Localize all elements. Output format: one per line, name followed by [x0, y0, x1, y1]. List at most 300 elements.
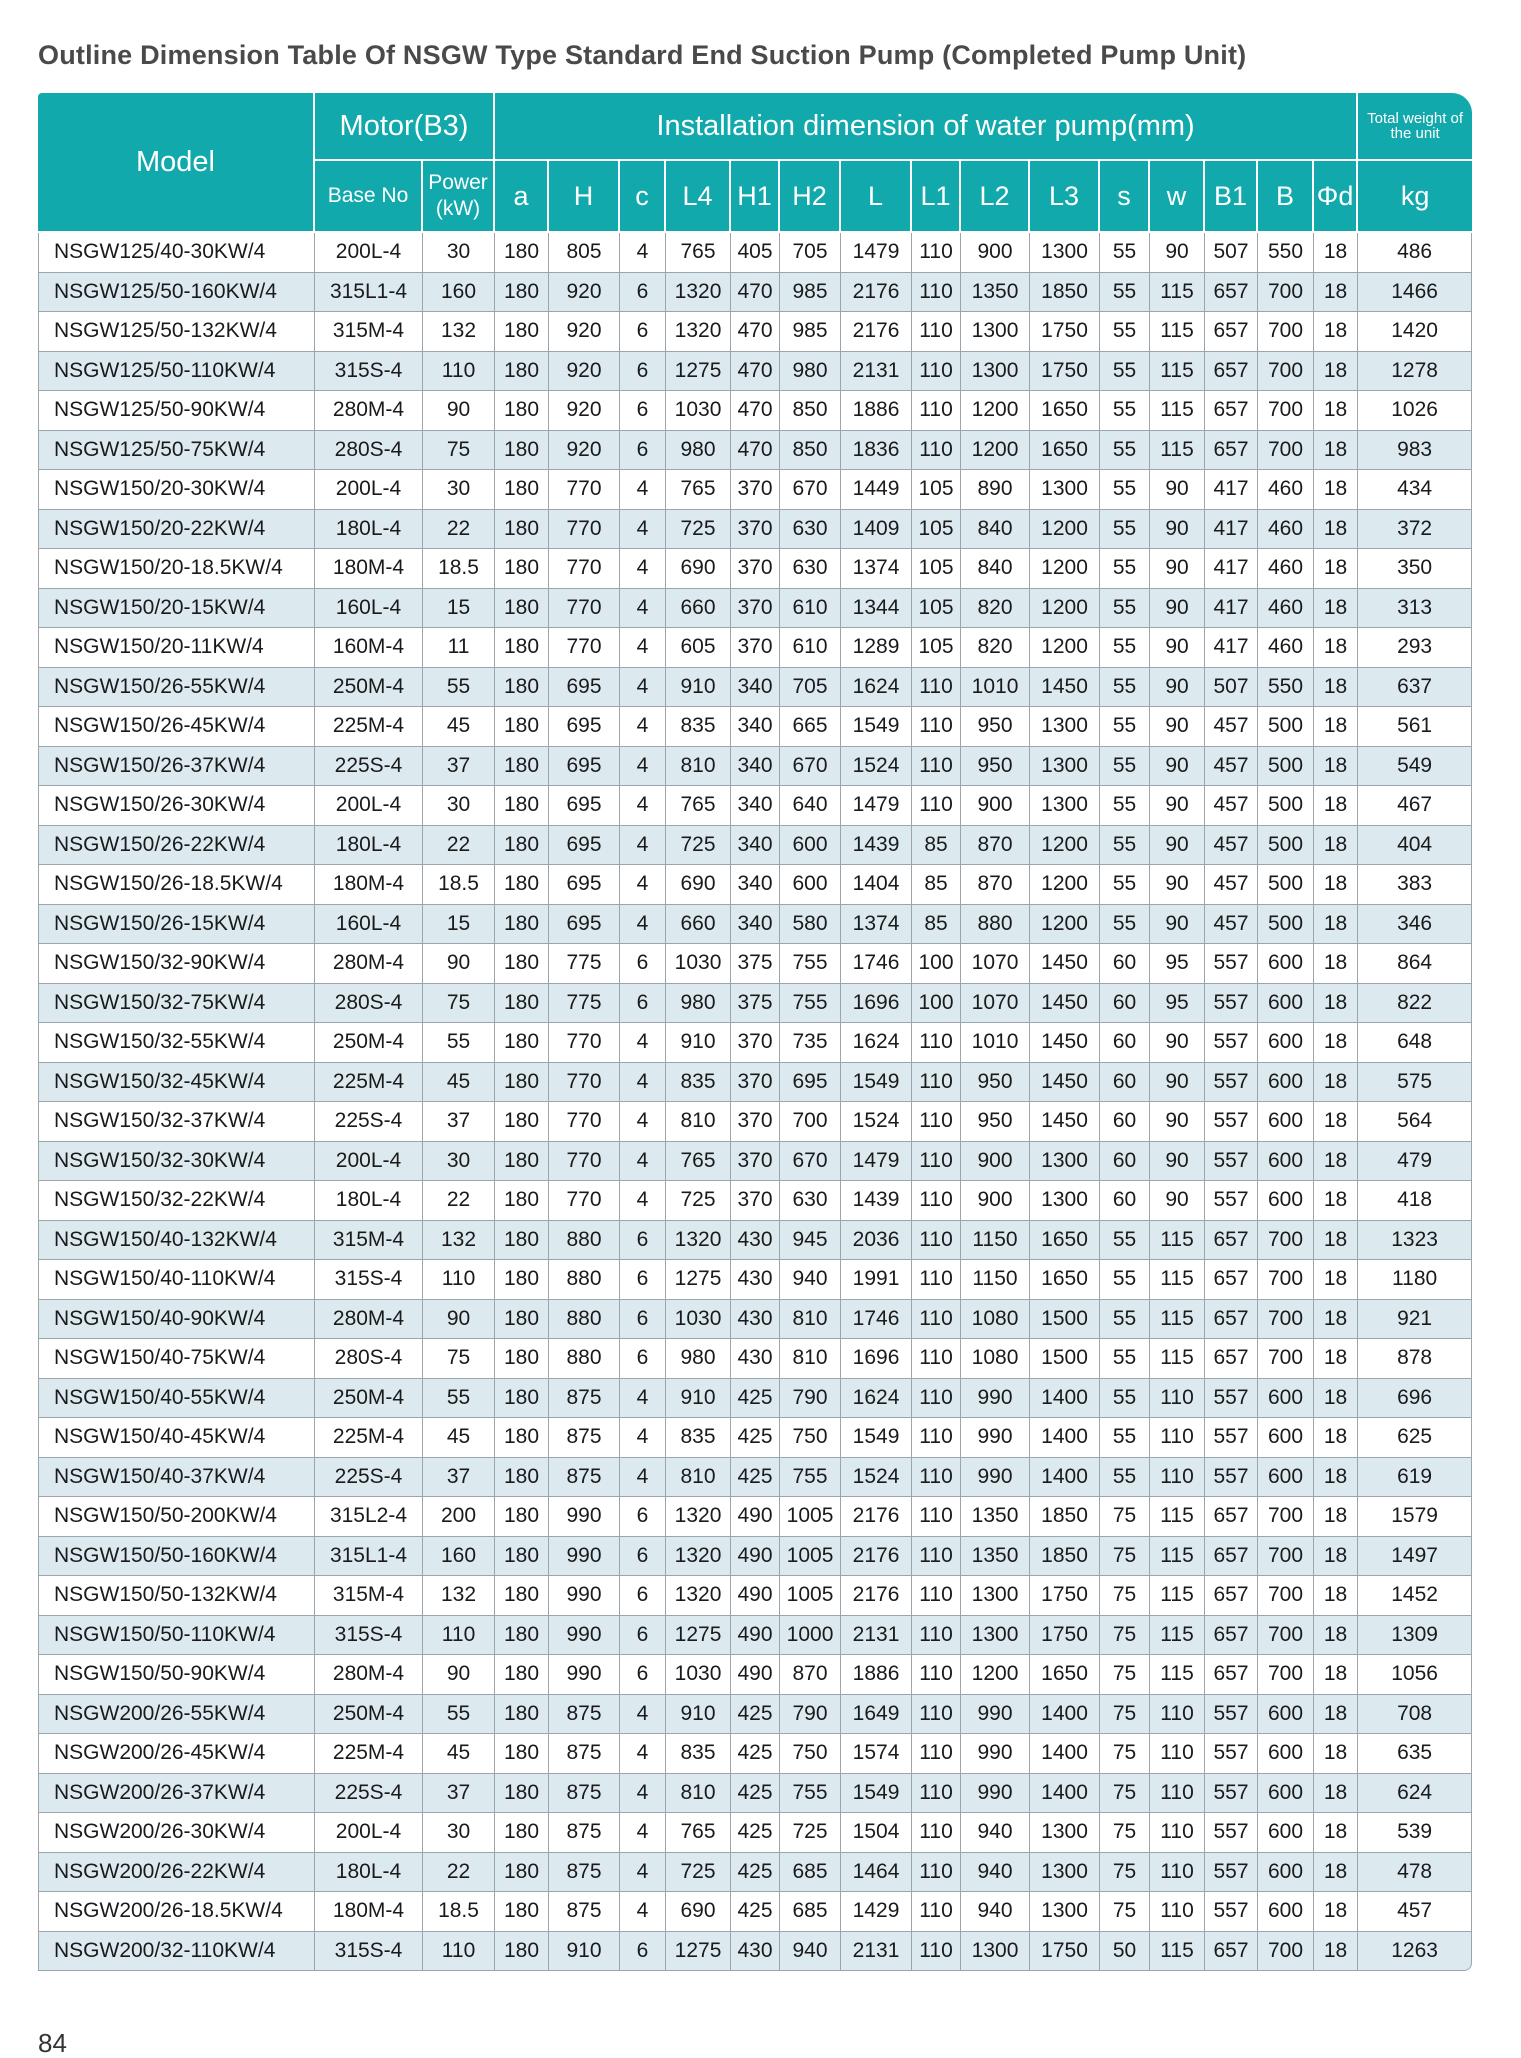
table-row — [38, 984, 1472, 1024]
cell-base-no: 160M-4 — [315, 628, 423, 668]
table-row — [38, 944, 1472, 984]
cell-model: NSGW150/40-37KW/4 — [38, 1458, 315, 1498]
cell-h1: 375 — [731, 984, 780, 1024]
cell-a: 180 — [495, 510, 549, 550]
cell-l3: 1300 — [1030, 1853, 1100, 1893]
cell-c: 6 — [620, 1576, 666, 1616]
cell-l2: 900 — [961, 1142, 1030, 1182]
cell-c: 4 — [620, 589, 666, 629]
cell-a: 180 — [495, 905, 549, 945]
cell-base-no: 315M-4 — [315, 1576, 423, 1616]
cell-power: 55 — [423, 1023, 495, 1063]
cell-l3: 1200 — [1030, 549, 1100, 589]
cell-l3: 1200 — [1030, 510, 1100, 550]
cell-c: 6 — [620, 1300, 666, 1340]
cell-h1: 340 — [731, 865, 780, 905]
cell-b: 700 — [1258, 1339, 1314, 1379]
cell-c: 4 — [620, 470, 666, 510]
cell-b1: 557 — [1205, 1695, 1258, 1735]
cell-l: 2176 — [841, 312, 912, 352]
page-number: 84 — [38, 2028, 67, 2058]
cell-s: 60 — [1100, 984, 1150, 1024]
cell-phi-d: 18 — [1314, 1537, 1358, 1577]
cell-weight: 1263 — [1358, 1932, 1472, 1972]
cell-h1: 430 — [731, 1221, 780, 1261]
cell-s: 60 — [1100, 1063, 1150, 1103]
cell-h1: 425 — [731, 1813, 780, 1853]
cell-weight: 1180 — [1358, 1260, 1472, 1300]
cell-h1: 375 — [731, 944, 780, 984]
cell-weight: 561 — [1358, 707, 1472, 747]
header-l4: L4 — [666, 161, 731, 233]
cell-h1: 490 — [731, 1576, 780, 1616]
cell-l3: 1300 — [1030, 747, 1100, 787]
cell-phi-d: 18 — [1314, 1181, 1358, 1221]
cell-weight: 624 — [1358, 1774, 1472, 1814]
cell-l4: 690 — [666, 865, 731, 905]
cell-l: 2176 — [841, 1576, 912, 1616]
cell-b: 500 — [1258, 786, 1314, 826]
cell-a: 180 — [495, 233, 549, 273]
cell-h: 920 — [549, 273, 620, 313]
cell-l2: 940 — [961, 1892, 1030, 1932]
cell-h2: 735 — [780, 1023, 841, 1063]
cell-l3: 1300 — [1030, 786, 1100, 826]
cell-b1: 557 — [1205, 944, 1258, 984]
cell-l4: 835 — [666, 1734, 731, 1774]
header-phi-d: Φd — [1314, 161, 1358, 233]
cell-h2: 610 — [780, 589, 841, 629]
table-row — [38, 352, 1472, 392]
cell-weight: 457 — [1358, 1892, 1472, 1932]
cell-h: 875 — [549, 1458, 620, 1498]
cell-weight: 708 — [1358, 1695, 1472, 1735]
cell-base-no: 225M-4 — [315, 1418, 423, 1458]
page-title: Outline Dimension Table Of NSGW Type Standard End Suction Pump (Completed Pump Unit) — [38, 40, 1247, 70]
cell-a: 180 — [495, 1813, 549, 1853]
cell-l1: 110 — [912, 1300, 961, 1340]
cell-l: 1289 — [841, 628, 912, 668]
cell-a: 180 — [495, 352, 549, 392]
cell-h: 875 — [549, 1418, 620, 1458]
cell-base-no: 200L-4 — [315, 1813, 423, 1853]
cell-l: 2036 — [841, 1221, 912, 1261]
cell-power: 18.5 — [423, 1892, 495, 1932]
cell-power: 132 — [423, 312, 495, 352]
cell-l4: 910 — [666, 1695, 731, 1735]
cell-weight: 479 — [1358, 1142, 1472, 1182]
cell-s: 55 — [1100, 1260, 1150, 1300]
cell-l1: 110 — [912, 786, 961, 826]
cell-base-no: 225M-4 — [315, 1734, 423, 1774]
cell-w: 115 — [1150, 1221, 1205, 1261]
cell-l2: 1300 — [961, 1932, 1030, 1972]
cell-h1: 470 — [731, 391, 780, 431]
cell-phi-d: 18 — [1314, 431, 1358, 471]
cell-l4: 980 — [666, 1339, 731, 1379]
cell-base-no: 315S-4 — [315, 1616, 423, 1656]
cell-l: 1439 — [841, 1181, 912, 1221]
cell-l3: 1650 — [1030, 1260, 1100, 1300]
header-total-weight: Total weight of the unit — [1358, 93, 1472, 161]
cell-c: 4 — [620, 549, 666, 589]
cell-l4: 765 — [666, 233, 731, 273]
cell-phi-d: 18 — [1314, 1932, 1358, 1972]
cell-a: 180 — [495, 1418, 549, 1458]
cell-h: 880 — [549, 1260, 620, 1300]
cell-b1: 457 — [1205, 786, 1258, 826]
cell-h1: 340 — [731, 905, 780, 945]
cell-phi-d: 18 — [1314, 1260, 1358, 1300]
cell-l1: 110 — [912, 1497, 961, 1537]
cell-w: 95 — [1150, 944, 1205, 984]
cell-l: 1746 — [841, 1300, 912, 1340]
cell-h: 695 — [549, 707, 620, 747]
table-row — [38, 865, 1472, 905]
cell-b1: 557 — [1205, 1774, 1258, 1814]
cell-b: 550 — [1258, 233, 1314, 273]
cell-l2: 1300 — [961, 1616, 1030, 1656]
cell-c: 4 — [620, 628, 666, 668]
cell-power: 55 — [423, 1695, 495, 1735]
cell-l1: 110 — [912, 1774, 961, 1814]
cell-power: 45 — [423, 1734, 495, 1774]
cell-l3: 1450 — [1030, 668, 1100, 708]
cell-h: 770 — [549, 589, 620, 629]
cell-base-no: 250M-4 — [315, 1379, 423, 1419]
table-row — [38, 1458, 1472, 1498]
cell-c: 4 — [620, 1734, 666, 1774]
cell-weight: 1466 — [1358, 273, 1472, 313]
cell-h1: 370 — [731, 1142, 780, 1182]
cell-power: 22 — [423, 1853, 495, 1893]
cell-h1: 425 — [731, 1853, 780, 1893]
cell-l4: 910 — [666, 1379, 731, 1419]
table-row — [38, 1774, 1472, 1814]
cell-l: 1479 — [841, 1142, 912, 1182]
cell-s: 75 — [1100, 1813, 1150, 1853]
cell-base-no: 315L2-4 — [315, 1497, 423, 1537]
cell-phi-d: 18 — [1314, 984, 1358, 1024]
table-row — [38, 1497, 1472, 1537]
cell-l1: 110 — [912, 1339, 961, 1379]
cell-l2: 990 — [961, 1418, 1030, 1458]
cell-l3: 1450 — [1030, 1063, 1100, 1103]
cell-l3: 1300 — [1030, 470, 1100, 510]
cell-weight: 1579 — [1358, 1497, 1472, 1537]
cell-a: 180 — [495, 944, 549, 984]
cell-c: 4 — [620, 1379, 666, 1419]
cell-b1: 657 — [1205, 1576, 1258, 1616]
cell-phi-d: 18 — [1314, 1774, 1358, 1814]
cell-model: NSGW150/20-22KW/4 — [38, 510, 315, 550]
cell-base-no: 280M-4 — [315, 1300, 423, 1340]
cell-l1: 110 — [912, 1734, 961, 1774]
cell-power: 160 — [423, 273, 495, 313]
cell-model: NSGW200/26-45KW/4 — [38, 1734, 315, 1774]
cell-power: 132 — [423, 1576, 495, 1616]
cell-power: 30 — [423, 1813, 495, 1853]
cell-c: 4 — [620, 1418, 666, 1458]
cell-a: 180 — [495, 1063, 549, 1103]
cell-b1: 657 — [1205, 1932, 1258, 1972]
cell-l3: 1300 — [1030, 1142, 1100, 1182]
cell-l: 1524 — [841, 747, 912, 787]
cell-h2: 580 — [780, 905, 841, 945]
cell-a: 180 — [495, 865, 549, 905]
cell-base-no: 200L-4 — [315, 786, 423, 826]
cell-power: 110 — [423, 352, 495, 392]
cell-phi-d: 18 — [1314, 1458, 1358, 1498]
cell-h2: 810 — [780, 1300, 841, 1340]
cell-h2: 810 — [780, 1339, 841, 1379]
cell-b: 460 — [1258, 470, 1314, 510]
cell-l4: 910 — [666, 1023, 731, 1063]
cell-w: 90 — [1150, 510, 1205, 550]
cell-a: 180 — [495, 1339, 549, 1379]
cell-a: 180 — [495, 312, 549, 352]
cell-l1: 85 — [912, 826, 961, 866]
cell-b1: 557 — [1205, 1379, 1258, 1419]
cell-h: 770 — [549, 549, 620, 589]
cell-a: 180 — [495, 1221, 549, 1261]
cell-power: 37 — [423, 747, 495, 787]
cell-power: 30 — [423, 233, 495, 273]
cell-power: 45 — [423, 1418, 495, 1458]
cell-c: 6 — [620, 273, 666, 313]
cell-b: 600 — [1258, 1023, 1314, 1063]
cell-b1: 657 — [1205, 1537, 1258, 1577]
cell-l4: 1030 — [666, 391, 731, 431]
cell-h2: 630 — [780, 549, 841, 589]
cell-l: 1549 — [841, 707, 912, 747]
cell-h2: 980 — [780, 352, 841, 392]
cell-l2: 1350 — [961, 1497, 1030, 1537]
table-row — [38, 1576, 1472, 1616]
cell-h: 775 — [549, 984, 620, 1024]
cell-l2: 870 — [961, 826, 1030, 866]
cell-l3: 1650 — [1030, 1655, 1100, 1695]
cell-weight: 478 — [1358, 1853, 1472, 1893]
cell-l: 1449 — [841, 470, 912, 510]
cell-base-no: 200L-4 — [315, 233, 423, 273]
cell-l4: 725 — [666, 510, 731, 550]
cell-phi-d: 18 — [1314, 589, 1358, 629]
cell-c: 4 — [620, 1102, 666, 1142]
cell-l1: 110 — [912, 1379, 961, 1419]
cell-b: 600 — [1258, 1063, 1314, 1103]
cell-a: 180 — [495, 1142, 549, 1182]
cell-l4: 660 — [666, 905, 731, 945]
cell-l4: 725 — [666, 1181, 731, 1221]
cell-h1: 470 — [731, 431, 780, 471]
cell-l3: 1650 — [1030, 391, 1100, 431]
cell-phi-d: 18 — [1314, 1853, 1358, 1893]
cell-model: NSGW150/40-45KW/4 — [38, 1418, 315, 1458]
cell-weight: 1420 — [1358, 312, 1472, 352]
cell-b1: 557 — [1205, 1102, 1258, 1142]
cell-h2: 610 — [780, 628, 841, 668]
table-row — [38, 1537, 1472, 1577]
table-row — [38, 1102, 1472, 1142]
cell-power: 160 — [423, 1537, 495, 1577]
table-row — [38, 1142, 1472, 1182]
cell-s: 60 — [1100, 1102, 1150, 1142]
cell-l4: 725 — [666, 826, 731, 866]
cell-base-no: 250M-4 — [315, 668, 423, 708]
cell-l3: 1450 — [1030, 1102, 1100, 1142]
cell-b: 700 — [1258, 352, 1314, 392]
table-row — [38, 312, 1472, 352]
table-row — [38, 1181, 1472, 1221]
cell-b: 600 — [1258, 944, 1314, 984]
cell-phi-d: 18 — [1314, 470, 1358, 510]
cell-b: 460 — [1258, 510, 1314, 550]
cell-model: NSGW150/26-22KW/4 — [38, 826, 315, 866]
cell-h: 875 — [549, 1379, 620, 1419]
cell-h2: 705 — [780, 233, 841, 273]
cell-w: 110 — [1150, 1695, 1205, 1735]
cell-model: NSGW200/26-55KW/4 — [38, 1695, 315, 1735]
cell-weight: 878 — [1358, 1339, 1472, 1379]
cell-base-no: 180L-4 — [315, 1181, 423, 1221]
cell-h2: 870 — [780, 1655, 841, 1695]
cell-base-no: 180L-4 — [315, 1853, 423, 1893]
cell-b: 700 — [1258, 1221, 1314, 1261]
cell-power: 55 — [423, 1379, 495, 1419]
cell-base-no: 280M-4 — [315, 1655, 423, 1695]
cell-h: 770 — [549, 1102, 620, 1142]
cell-h1: 425 — [731, 1379, 780, 1419]
cell-c: 6 — [620, 1260, 666, 1300]
cell-h1: 370 — [731, 1023, 780, 1063]
cell-l3: 1400 — [1030, 1418, 1100, 1458]
cell-weight: 467 — [1358, 786, 1472, 826]
cell-l: 2131 — [841, 1616, 912, 1656]
cell-model: NSGW150/50-160KW/4 — [38, 1537, 315, 1577]
cell-l3: 1300 — [1030, 1892, 1100, 1932]
cell-s: 55 — [1100, 273, 1150, 313]
cell-h: 770 — [549, 510, 620, 550]
cell-l2: 1150 — [961, 1260, 1030, 1300]
cell-weight: 575 — [1358, 1063, 1472, 1103]
cell-phi-d: 18 — [1314, 628, 1358, 668]
cell-l: 1624 — [841, 668, 912, 708]
cell-b: 700 — [1258, 1497, 1314, 1537]
cell-w: 90 — [1150, 549, 1205, 589]
cell-power: 30 — [423, 786, 495, 826]
cell-l4: 1320 — [666, 1221, 731, 1261]
cell-w: 110 — [1150, 1813, 1205, 1853]
cell-power: 37 — [423, 1458, 495, 1498]
cell-base-no: 180M-4 — [315, 1892, 423, 1932]
cell-s: 55 — [1100, 707, 1150, 747]
cell-h2: 665 — [780, 707, 841, 747]
cell-power: 15 — [423, 589, 495, 629]
cell-model: NSGW150/20-30KW/4 — [38, 470, 315, 510]
cell-l1: 110 — [912, 391, 961, 431]
cell-l4: 605 — [666, 628, 731, 668]
table-row — [38, 510, 1472, 550]
cell-l2: 990 — [961, 1734, 1030, 1774]
cell-l3: 1200 — [1030, 589, 1100, 629]
cell-s: 60 — [1100, 944, 1150, 984]
cell-c: 4 — [620, 1142, 666, 1182]
cell-l2: 1350 — [961, 273, 1030, 313]
cell-model: NSGW150/50-110KW/4 — [38, 1616, 315, 1656]
cell-c: 4 — [620, 1023, 666, 1063]
cell-phi-d: 18 — [1314, 1616, 1358, 1656]
cell-l: 1549 — [841, 1774, 912, 1814]
cell-l2: 820 — [961, 589, 1030, 629]
cell-power: 22 — [423, 1181, 495, 1221]
cell-phi-d: 18 — [1314, 273, 1358, 313]
cell-phi-d: 18 — [1314, 510, 1358, 550]
cell-l3: 1400 — [1030, 1458, 1100, 1498]
cell-l2: 950 — [961, 707, 1030, 747]
cell-l4: 810 — [666, 1774, 731, 1814]
cell-w: 110 — [1150, 1774, 1205, 1814]
table-row — [38, 1655, 1472, 1695]
cell-base-no: 180L-4 — [315, 510, 423, 550]
cell-weight: 383 — [1358, 865, 1472, 905]
cell-c: 6 — [620, 1932, 666, 1972]
cell-l1: 110 — [912, 1260, 961, 1300]
cell-s: 55 — [1100, 826, 1150, 866]
cell-model: NSGW125/50-110KW/4 — [38, 352, 315, 392]
cell-w: 115 — [1150, 1497, 1205, 1537]
cell-model: NSGW150/32-55KW/4 — [38, 1023, 315, 1063]
cell-b: 600 — [1258, 1181, 1314, 1221]
cell-l2: 1080 — [961, 1339, 1030, 1379]
table-row — [38, 1695, 1472, 1735]
table-row — [38, 589, 1472, 629]
cell-b: 600 — [1258, 1774, 1314, 1814]
cell-h: 875 — [549, 1695, 620, 1735]
cell-w: 110 — [1150, 1379, 1205, 1419]
cell-l3: 1850 — [1030, 1537, 1100, 1577]
cell-w: 90 — [1150, 470, 1205, 510]
cell-l1: 105 — [912, 549, 961, 589]
cell-phi-d: 18 — [1314, 1339, 1358, 1379]
header-base-no: Base No — [315, 161, 423, 233]
table-row — [38, 707, 1472, 747]
cell-h: 695 — [549, 905, 620, 945]
cell-b: 600 — [1258, 1734, 1314, 1774]
cell-model: NSGW150/20-11KW/4 — [38, 628, 315, 668]
cell-model: NSGW150/20-15KW/4 — [38, 589, 315, 629]
cell-l: 1746 — [841, 944, 912, 984]
cell-model: NSGW150/32-75KW/4 — [38, 984, 315, 1024]
cell-l3: 1200 — [1030, 905, 1100, 945]
cell-h1: 370 — [731, 510, 780, 550]
cell-power: 11 — [423, 628, 495, 668]
cell-l2: 840 — [961, 510, 1030, 550]
cell-l: 1374 — [841, 905, 912, 945]
cell-a: 180 — [495, 786, 549, 826]
cell-l: 1886 — [841, 391, 912, 431]
cell-b: 700 — [1258, 391, 1314, 431]
cell-w: 115 — [1150, 312, 1205, 352]
cell-power: 18.5 — [423, 549, 495, 589]
cell-l1: 110 — [912, 1537, 961, 1577]
cell-s: 55 — [1100, 1221, 1150, 1261]
cell-l1: 105 — [912, 510, 961, 550]
header-l: L — [841, 161, 912, 233]
cell-weight: 635 — [1358, 1734, 1472, 1774]
table-row — [38, 1853, 1472, 1893]
cell-c: 6 — [620, 1497, 666, 1537]
